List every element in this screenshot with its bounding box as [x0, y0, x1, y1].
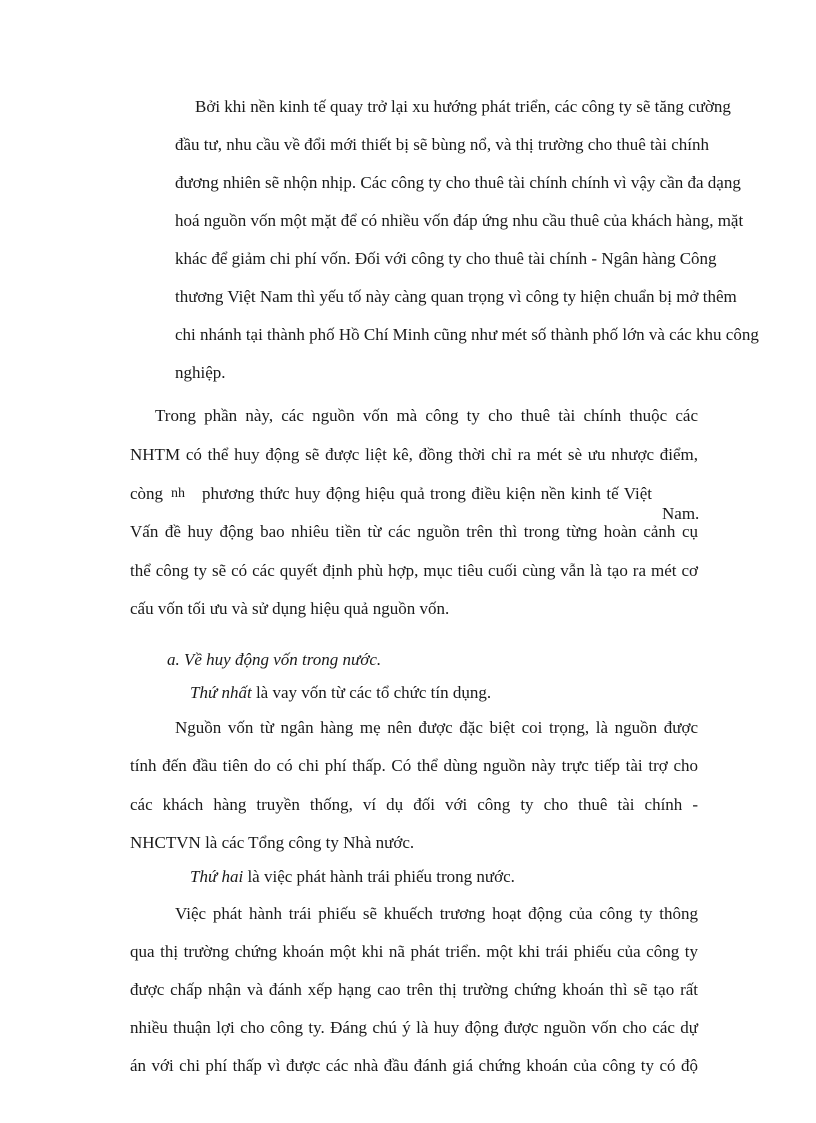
second-label: Thứ hai	[190, 867, 244, 886]
p4-line-2: qua thị trường chứng khoán một khi nã phát triển. một khi trái phiếu của công ty	[130, 942, 698, 961]
p3-line-3: các khách hàng truyền thống, ví dụ đối với công ty cho thuê tài chính -	[130, 795, 698, 814]
p1-line-5: khác để giảm chi phí vốn. Đối với công ty cho thuê tài chính - Ngân hàng Công	[175, 249, 717, 268]
p1-line-7: chi nhánh tại thành phố Hồ Chí Minh cũng như mét số thành phố lớn và các khu công	[175, 325, 759, 344]
p3-line-1: Nguồn vốn từ ngân hàng mẹ nên được đặc biệt coi trọng, là nguồn được	[175, 718, 698, 737]
p2-line-6: cấu vốn tối ưu và sử dụng hiệu quả nguồn vốn.	[130, 599, 450, 618]
second-text: là việc phát hành trái phiếu trong nước.	[247, 867, 515, 886]
p2-line-4: Vấn đề huy động bao nhiêu tiền từ các nguồn trên thì trong từng hoàn cảnh cụ	[130, 522, 698, 541]
p2-line-3-sub-nh: nh	[171, 486, 185, 501]
first-source-line	[190, 683, 491, 703]
p1-line-3: đương nhiên sẽ nhộn nhịp. Các công ty cho thuê tài chính chính vì vậy cần đa dạng	[175, 173, 741, 192]
p2-line-3-start: còng	[130, 484, 164, 503]
p2-line-2: NHTM có thể huy động sẽ được liệt kê, đồng thời chỉ ra mét sè ưu nhược điểm,	[130, 445, 698, 464]
p3-line-2: tính đến đầu tiên do có chi phí thấp. Có thể dùng nguồn này trực tiếp tài trợ cho	[130, 756, 698, 775]
first-label: Thứ nhất	[190, 683, 252, 702]
p2-line-3-main: phương thức huy động hiệu quả trong điều kiện nền kinh tế Việt	[202, 484, 652, 503]
p4-line-3: được chấp nhận và đánh xếp hạng cao trên thị trường chứng khoán thì sẽ tạo rất	[130, 980, 698, 999]
section-heading: a. Về huy động vốn trong nước.	[167, 650, 382, 669]
p4-line-4: nhiều thuận lợi cho công ty. Đáng chú ý là huy động được nguồn vốn cho các dự	[130, 1018, 698, 1037]
p2-line-1: Trong phần này, các nguồn vốn mà công ty cho thuê tài chính thuộc các	[155, 406, 698, 425]
first-text: là vay vốn từ các tổ chức tín dụng.	[255, 683, 492, 702]
p1-line-1: Bởi khi nền kinh tế quay trở lại xu hướng phát triển, các công ty sẽ tăng cường	[195, 97, 731, 116]
p1-line-8: nghiệp.	[175, 363, 226, 382]
p1-line-2: đầu tư, nhu cầu về đổi mới thiết bị sẽ bùng nổ, và thị trường cho thuê tài chính	[175, 135, 710, 154]
p1-line-4: hoá nguồn vốn một mặt để có nhiều vốn đáp ứng nhu cầu thuê của khách hàng, mặt	[175, 211, 744, 230]
p1-line-6: thương Việt Nam thì yếu tố này càng quan trọng vì công ty hiện chuẩn bị mở thêm	[175, 287, 737, 306]
p2-line-3-end: Nam.	[662, 504, 700, 523]
p4-line-1: Việc phát hành trái phiếu sẽ khuếch trương hoạt động của công ty thông	[175, 904, 698, 923]
second-source-line	[190, 867, 515, 887]
p2-line-5: thể công ty sẽ có các quyết định phù hợp, mục tiêu cuối cùng vẫn là tạo ra mét cơ	[130, 561, 698, 580]
p3-line-4: NHCTVN là các Tổng công ty Nhà nước.	[130, 833, 415, 852]
p4-line-5: án với chi phí thấp vì được các nhà đầu đánh giá chứng khoán của công ty có độ	[130, 1056, 698, 1075]
